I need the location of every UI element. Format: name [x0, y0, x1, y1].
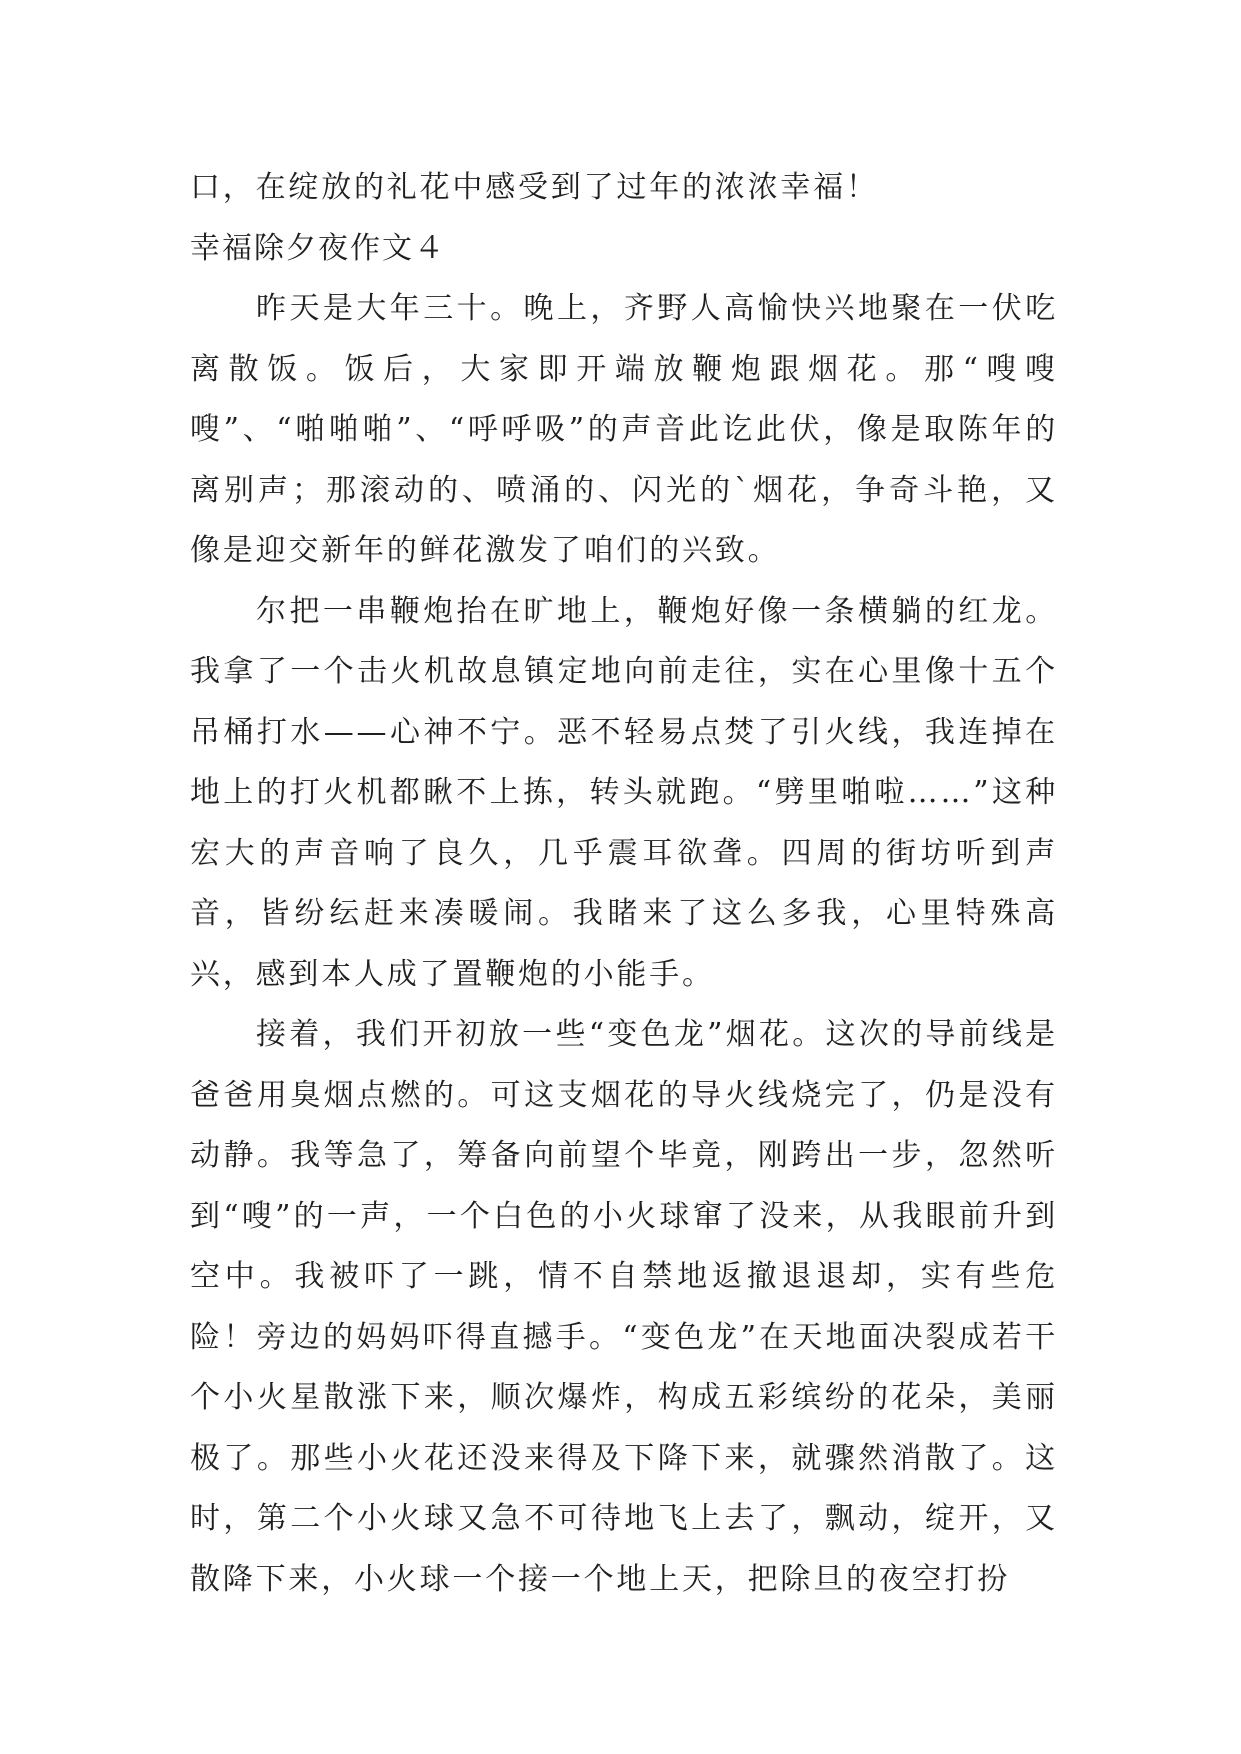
essay-heading: 幸福除夕夜作文４: [190, 230, 446, 266]
paragraph-3: 接着，我们开初放一些“变色龙”烟花。这次的导前线是爸爸用臭烟点燃的。可这支烟花的导火线烧完了，仍是没有动静。我等急了，筹备向前望个毕竟，刚跨出一步，忽然听到“嗖”的一声，一个白色的小火球窜了没来，从我眼前升到空中。我被吓了一跳，情不自禁地返撤退退却，实有些危险！旁边的妈妈吓得直撼手。“变色龙”在天地面决裂成若干个小火星散涨下来，顺次爆炸，构成五彩缤纷的花朵，美丽极了。那些小火花还没来得及下降下来，就骤然消散了。这时，第二个小火球又急不可待地飞上去了，飘动，绽开，又散降下来，小火球一个接一个地上天，把除旦的夜空打扮: [190, 1017, 1058, 1597]
paragraph-1: 昨天是大年三十。晚上，齐野人高愉快兴地聚在一伏吃离散饭。饭后，大家即开端放鞭炮跟烟花。那“嗖嗖嗖”、“啪啪啪”、“呼呼吸”的声音此讫此伏，像是取陈年的离别声；那滚动的、喷涌的、闪光的`烟花，争奇斗艳，又像是迎交新年的鲜花激发了咱们的兴致。: [190, 291, 1058, 568]
paragraph-2: 尔把一串鞭炮抬在旷地上，鞭炮好像一条横躺的红龙。我拿了一个击火机故息镇定地向前走往，实在心里像十五个吊桶打水——心神不宁。恶不轻易点焚了引火线，我连掉在地上的打火机都瞅不上拣，转头就跑。“劈里啪啦……”这种宏大的声音响了良久，几乎震耳欲聋。四周的街坊听到声音，皆纷纭赶来凑暖闹。我睹来了这么多我，心里特殊高兴，感到本人成了置鞭炮的小能手。: [190, 593, 1058, 992]
document-page: [190, 158, 1058, 1610]
continuation-text: 口，在绽放的礼花中感受到了过年的浓浓幸福！: [190, 170, 879, 205]
